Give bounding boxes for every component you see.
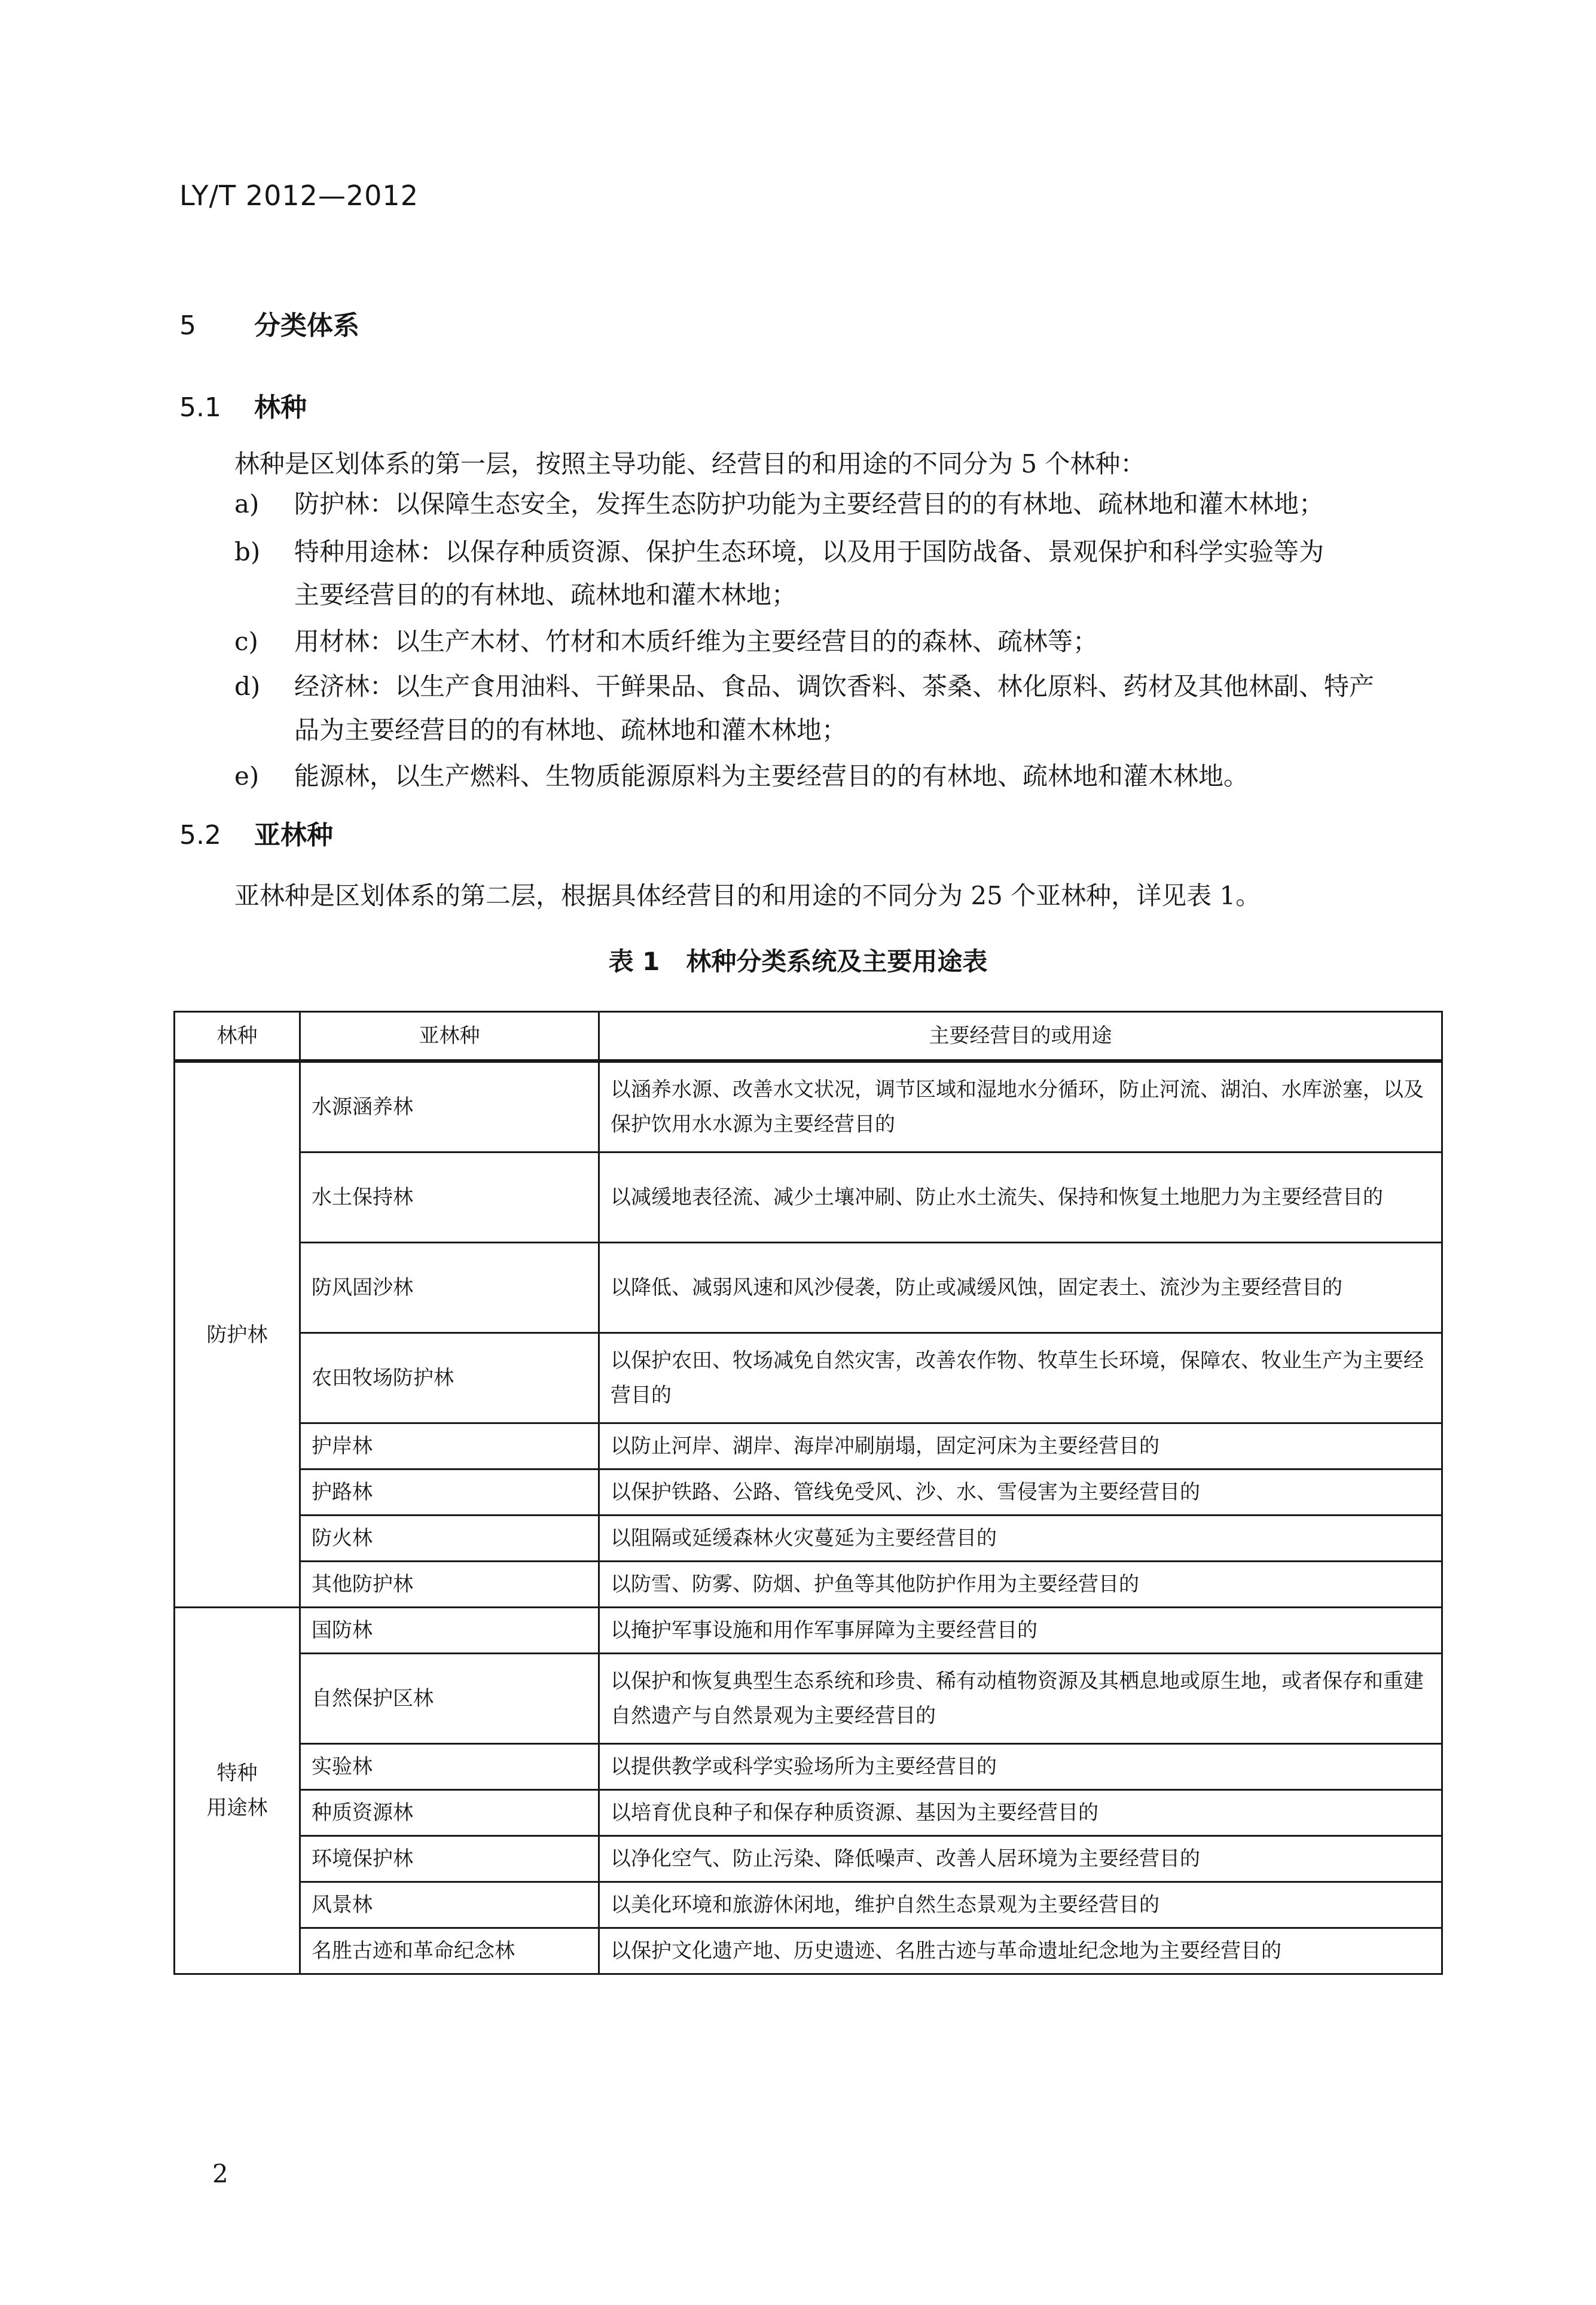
purpose-cell: 以净化空气、防止污染、降低噪声、改善人居环境为主要经营目的: [599, 1836, 1442, 1882]
subtype-cell: 护岸林: [300, 1423, 599, 1469]
table-header-row: [175, 1012, 1442, 1062]
section-5-1-title: 林种: [254, 392, 307, 423]
document-code: LY/T 2012—2012: [179, 179, 419, 212]
list-item-c: [234, 625, 1098, 658]
list-text: 经济林：以生产食用油料、干鲜果品、食品、调饮香料、茶桑、林化原料、药材及其他林副、特产: [294, 672, 1375, 701]
table-row: [175, 1836, 1442, 1882]
table-row: [175, 1469, 1442, 1516]
purpose-cell: 以阻隔或延缓森林火灾蔓延为主要经营目的: [599, 1516, 1442, 1562]
purpose-cell: 以保护和恢复典型生态系统和珍贵、稀有动植物资源及其栖息地或原生地，或者保存和重建自然遗产与自然景观为主要经营目的: [599, 1654, 1442, 1744]
table-row: [175, 1882, 1442, 1928]
table-label: 表 1: [608, 947, 660, 976]
header-forest-type: 林种: [175, 1012, 300, 1062]
table-row: [175, 1423, 1442, 1469]
list-marker: e): [234, 761, 260, 791]
subtype-cell: 农田牧场防护林: [300, 1333, 599, 1423]
subtype-cell: 环境保护林: [300, 1836, 599, 1882]
purpose-cell: 以保护铁路、公路、管线免受风、沙、水、雪侵害为主要经营目的: [599, 1469, 1442, 1516]
table-row: [175, 1654, 1442, 1744]
list-text: 能源林，以生产燃料、生物质能源原料为主要经营目的的有林地、疏林地和灌木林地。: [294, 761, 1249, 791]
section-5-title: 分类体系: [254, 310, 359, 341]
forest-type-label: 防护林: [206, 1322, 268, 1347]
forest-classification-table: [173, 1011, 1443, 1975]
table-title: 林种分类系统及主要用途表: [686, 947, 988, 976]
purpose-cell: 以美化环境和旅游休闲地，维护自然生态景观为主要经营目的: [599, 1882, 1442, 1928]
table-row: [175, 1243, 1442, 1333]
table-row: [175, 1152, 1442, 1243]
list-text: 用材林：以生产木材、竹材和木质纤维为主要经营目的的森林、疏林等；: [294, 627, 1098, 656]
list-item-a: [234, 487, 1324, 521]
header-subtype: 亚林种: [300, 1012, 599, 1062]
subtype-cell: 自然保护区林: [300, 1654, 599, 1744]
table-row: [175, 1928, 1442, 1974]
purpose-cell: 以涵养水源、改善水文状况，调节区域和湿地水分循环，防止河流、湖泊、水库淤塞，以及保护饮用水水源为主要经营目的: [599, 1061, 1442, 1152]
forest-type-label-line-2: 用途林: [206, 1796, 268, 1820]
purpose-cell: 以减缓地表径流、减少土壤冲刷、防止水土流失、保持和恢复土地肥力为主要经营目的: [599, 1152, 1442, 1243]
subtype-cell: 种质资源林: [300, 1790, 599, 1836]
section-5-2-number: 5.2: [179, 820, 221, 850]
section-5-1-heading: [179, 386, 307, 424]
table-row: [175, 1562, 1442, 1608]
subtype-cell: 其他防护林: [300, 1562, 599, 1608]
forest-type-label-line-1: 特种: [216, 1761, 258, 1785]
table-row: [175, 1790, 1442, 1836]
purpose-cell: 以保护农田、牧场减免自然灾害，改善农作物、牧草生长环境，保障农、牧业生产为主要经营目的: [599, 1333, 1442, 1423]
header-purpose: 主要经营目的或用途: [599, 1012, 1442, 1062]
section-5-2-heading: [179, 813, 333, 852]
purpose-cell: 以培育优良种子和保存种质资源、基因为主要经营目的: [599, 1790, 1442, 1836]
purpose-cell: 以提供教学或科学实验场所为主要经营目的: [599, 1744, 1442, 1790]
purpose-cell: 以防止河岸、湖岸、海岸冲刷崩塌，固定河床为主要经营目的: [599, 1423, 1442, 1469]
subtype-cell: 风景林: [300, 1882, 599, 1928]
list-marker: c): [234, 627, 258, 656]
list-marker: a): [234, 489, 260, 519]
list-marker: d): [234, 672, 261, 701]
subtype-cell: 国防林: [300, 1608, 599, 1654]
purpose-cell: 以保护文化遗产地、历史遗迹、名胜古迹与革命遗址纪念地为主要经营目的: [599, 1928, 1442, 1974]
list-item-b: [234, 535, 1324, 569]
section-5-2-intro: 亚林种是区划体系的第二层，根据具体经营目的和用途的不同分为 25 个亚林种，详见表 1。: [234, 881, 1261, 910]
section-5-1-number: 5.1: [179, 392, 221, 423]
table-row: [175, 1516, 1442, 1562]
table-row: [175, 1333, 1442, 1423]
list-item-d-continuation: 品为主要经营目的的有林地、疏林地和灌木林地；: [294, 715, 847, 745]
section-5-heading: [179, 304, 359, 342]
subtype-cell: 防风固沙林: [300, 1243, 599, 1333]
list-text: 防护林：以保障生态安全，发挥生态防护功能为主要经营目的的有林地、疏林地和灌木林地；: [294, 489, 1325, 519]
subtype-cell: 名胜古迹和革命纪念林: [300, 1928, 599, 1974]
table-row: [175, 1744, 1442, 1790]
purpose-cell: 以掩护军事设施和用作军事屏障为主要经营目的: [599, 1608, 1442, 1654]
subtype-cell: 护路林: [300, 1469, 599, 1516]
list-item-d: [234, 670, 1374, 703]
list-item-b-continuation: 主要经营目的的有林地、疏林地和灌木林地；: [294, 580, 797, 609]
list-item-e: [234, 760, 1249, 793]
purpose-cell: 以降低、减弱风速和风沙侵袭，防止或减缓风蚀，固定表土、流沙为主要经营目的: [599, 1243, 1442, 1333]
table-row: [175, 1061, 1442, 1152]
table-row: [175, 1608, 1442, 1654]
section-5-2-title: 亚林种: [254, 820, 333, 850]
purpose-cell: 以防雪、防雾、防烟、护鱼等其他防护作用为主要经营目的: [599, 1562, 1442, 1608]
subtype-cell: 水土保持林: [300, 1152, 599, 1243]
section-5-number: 5: [179, 310, 196, 341]
section-5-1-intro: 林种是区划体系的第一层，按照主导功能、经营目的和用途的不同分为 5 个林种：: [234, 449, 1146, 478]
list-marker: b): [234, 537, 261, 566]
forest-type-cell: [175, 1061, 300, 1608]
page-number: 2: [212, 2159, 228, 2188]
table-caption: [0, 942, 1596, 978]
subtype-cell: 实验林: [300, 1744, 599, 1790]
forest-type-cell: [175, 1608, 300, 1974]
subtype-cell: 防火林: [300, 1516, 599, 1562]
subtype-cell: 水源涵养林: [300, 1061, 599, 1152]
list-text: 特种用途林：以保存种质资源、保护生态环境，以及用于国防战备、景观保护和科学实验等为: [294, 537, 1325, 566]
